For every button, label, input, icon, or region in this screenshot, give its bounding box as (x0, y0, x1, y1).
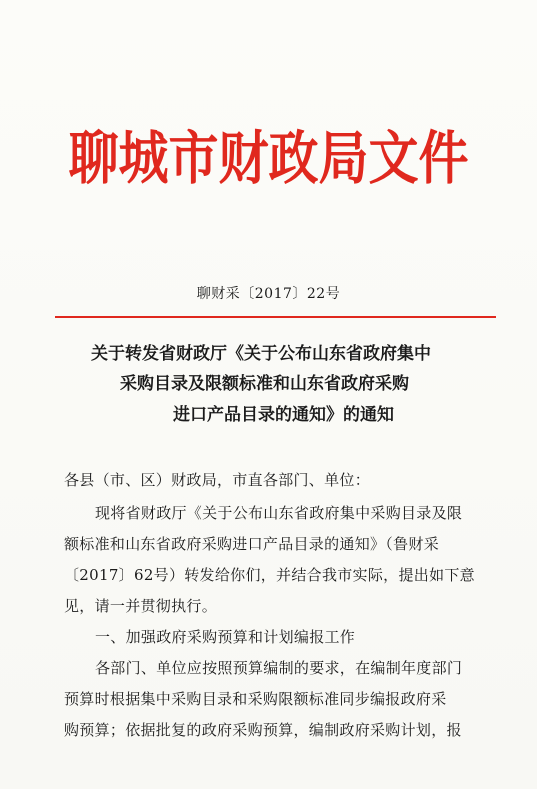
paragraph-2-line-1: 各部门、单位应按照预算编制的要求，在编制年度部门 (95, 659, 463, 677)
paragraph-1-line-2: 额标准和山东省政府采购进口产品目录的通知》（鲁财采 (64, 535, 440, 553)
salutation: 各县（市、区）财政局，市直各部门、单位： (64, 471, 371, 489)
title-line-2: 采购目录及限额标准和山东省政府采购 (120, 374, 409, 394)
title-line-1: 关于转发省财政厅《关于公布山东省政府集中 (91, 344, 431, 364)
document-number: 聊财采〔2017〕22号 (196, 286, 341, 302)
paragraph-2-line-2: 预算时根据集中采购目录和采购限额标准同步编报政府采 (64, 690, 447, 708)
paragraph-1-line-4: 见，请一并贯彻执行。 (64, 597, 218, 615)
section-heading-1: 一、加强政府采购预算和计划编报工作 (95, 628, 356, 646)
paragraph-1-line-1: 现将省财政厅《关于公布山东省政府集中采购目录及限 (95, 504, 463, 522)
red-separator-line (55, 316, 496, 318)
title-line-3: 进口产品目录的通知》的通知 (173, 405, 394, 425)
paragraph-1-line-3: 〔2017〕62号）转发给你们，并结合我市实际，提出如下意 (64, 566, 475, 584)
paragraph-2-line-3: 购预算；依据批复的政府采购预算，编制政府采购计划，报 (64, 721, 462, 739)
masthead-title: 聊城市财政局文件 (68, 123, 469, 192)
